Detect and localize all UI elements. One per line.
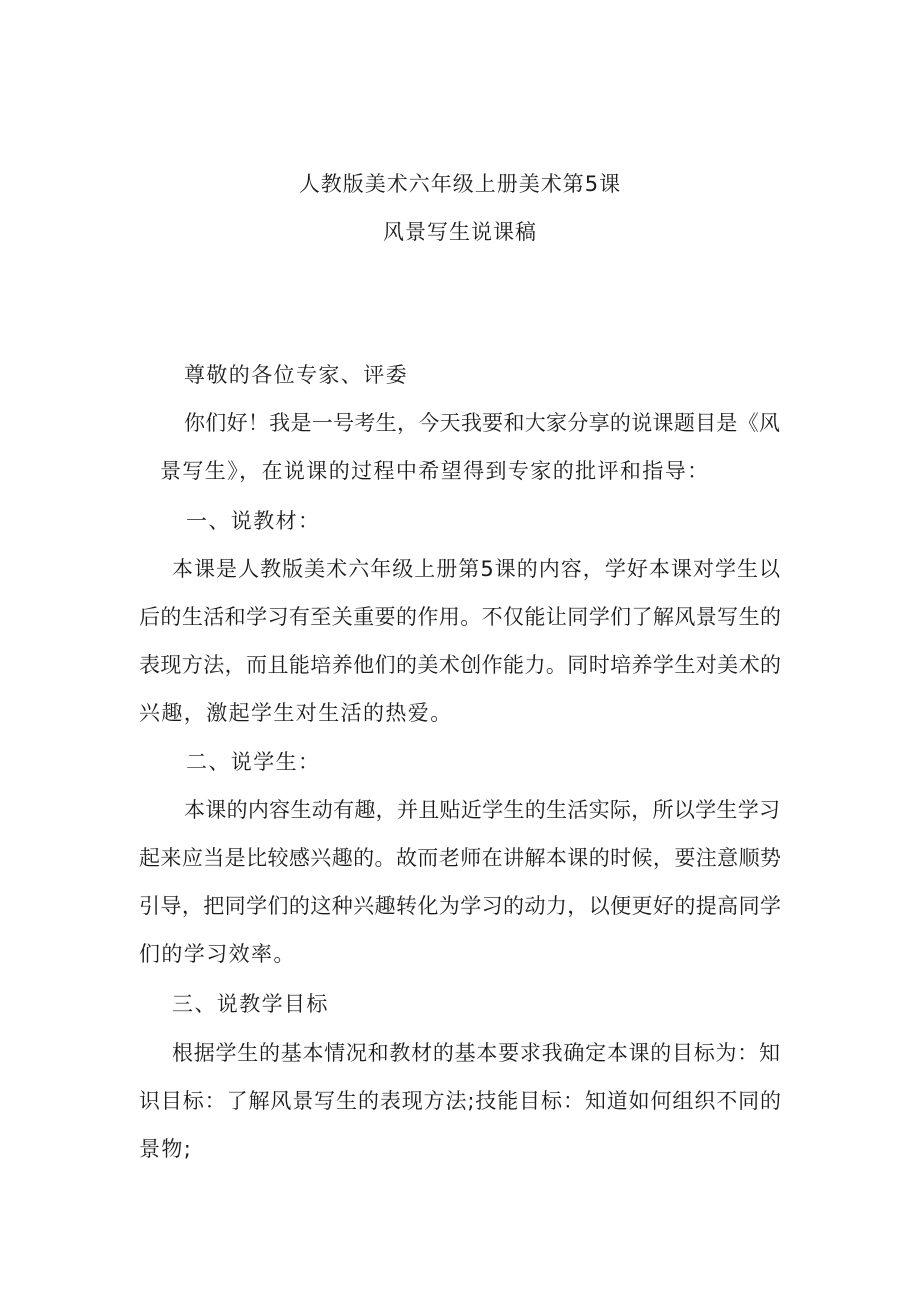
section1-line-2: 后的生活和学习有至关重要的作用。不仅能让同学们了解风景写生的 (139, 605, 781, 629)
intro-line-2: 景写生》，在说课的过程中希望得到专家的批评和指导： (160, 459, 710, 483)
greeting: 尊敬的各位专家、评委 (184, 363, 408, 387)
section3-line-2: 识目标：了解风景写生的表现方法;技能目标：知道如何组织不同的 (139, 1089, 781, 1113)
document-subtitle: 风景写生说课稿 (383, 220, 537, 244)
section1-line-4: 兴趣，激起学生对生活的热爱。 (139, 701, 453, 725)
section1-line-3: 表现方法，而且能培养他们的美术创作能力。同时培养学生对美术的 (139, 653, 781, 677)
intro-line-1: 你们好！我是一号考生，今天我要和大家分享的说课题目是《风 (184, 411, 780, 435)
section3-line-1: 根据学生的基本情况和教材的基本要求我确定本课的目标为：知 (172, 1041, 780, 1065)
section1-heading: 一、说教材： (186, 509, 321, 533)
section2-line-4: 们的学习效率。 (139, 942, 296, 966)
section3-line-3: 景物; (139, 1137, 193, 1161)
section2-heading: 二、说学生： (186, 750, 321, 774)
section2-line-1: 本课的内容生动有趣，并且贴近学生的生活实际，所以学生学习 (184, 798, 780, 822)
document-title: 人教版美术六年级上册美术第5课 (298, 172, 622, 196)
section1-line-1: 本课是人教版美术六年级上册第5课的内容，学好本课对学生以 (172, 557, 780, 581)
section2-line-2: 起来应当是比较感兴趣的。故而老师在讲解本课的时候，要注意顺势 (139, 846, 781, 870)
section3-heading: 三、说教学目标 (172, 992, 329, 1016)
section2-line-3: 引导，把同学们的这种兴趣转化为学习的动力，以便更好的提高同学 (139, 894, 781, 918)
